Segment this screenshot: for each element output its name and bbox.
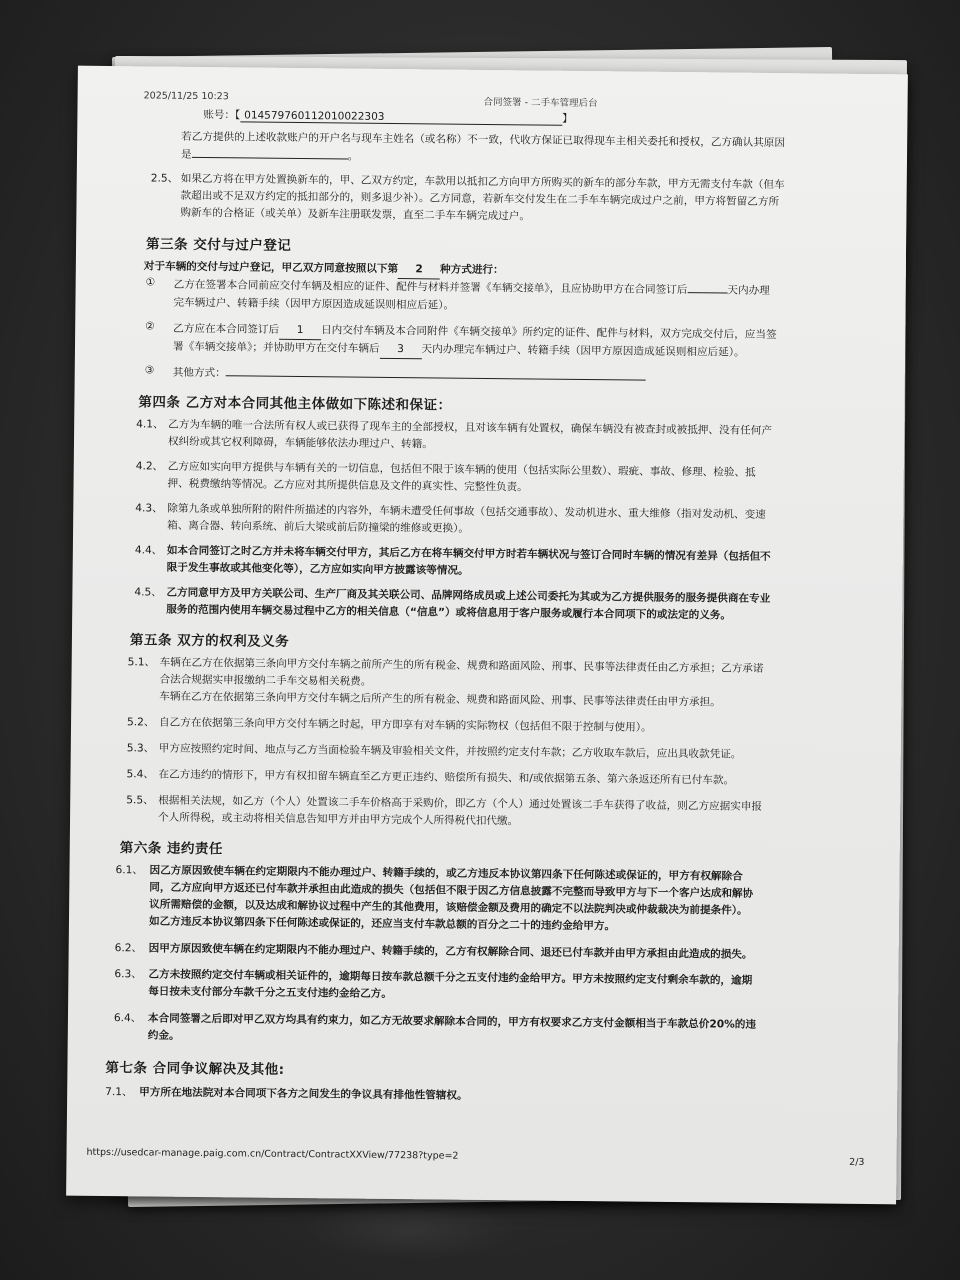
paragraph: 箱、离合器、转向系统、前后大梁或前后防撞梁的维修或更换）。 [167,519,470,535]
clause-number: 6.2、 [114,942,143,955]
paragraph: 在乙方违约的情形下，甲方有权扣留车辆直至乙方更正违约、赔偿所有损失、和/或依据第五条、第六条返还所有已付车款。 [158,768,735,787]
account-close: 】 [562,112,573,125]
paragraph: 乙方未按照约定交付车辆或相关证件的，逾期每日按车款总额千分之五支付违约金给甲方。甲方未按照约定支付剩余车款的，逾期 [148,968,753,987]
page-number: 2/3 [849,1156,865,1168]
clause-number: 5.1、 [127,656,156,669]
section-heading: 第七条 合同争议解决及其他: [105,1060,285,1078]
option-marker: ② [145,320,155,333]
paragraph: 如本合同签订之时乙方并未将车辆交付甲方，其后乙方在将车辆交付甲方时若车辆状况与签订合同时车辆的情况有差异（包括但不 [166,544,771,563]
paragraph: 议所需赔偿的金额，以及达成和解协议过程中产生的其他费用，该赔偿金额及费用的确定不以法院判决或仲裁裁决为前提条件）。 [149,898,748,917]
paragraph: 限于发生事故或其他变化等），乙方应如实向甲方披露该等情况。 [166,561,469,577]
clause-number: 6.1、 [115,864,144,877]
account-label: 账号：【 [203,109,241,122]
paragraph: 个人所得税，或主动将相关信息告知甲方并由甲方完成个人所得税代扣代缴。 [158,811,519,828]
paragraph: 乙方为车辆的唯一合法所有权人或已获得了现车主的全部授权，且对该车辆有处置权，确保车辆没有被查封或被抵押、没有任何产 [168,418,773,437]
paragraph: 服务的范围内使用车辆交易过程中乙方的相关信息（“信息”）或将信息用于客户服务或履行本合同项下的或法定的义务。 [166,603,732,622]
paragraph: 若乙方提供的上述收款账户的开户名与现车主姓名（或名称）不一致，代收方保证已取得现车主相关委托和授权，乙方确认其原因 [181,130,786,150]
paragraph: 如乙方违反本协议第四条下任何陈述或保证的，还应当支付车款总额的百分之二十的违约金给甲方。 [148,915,616,933]
paragraph: 乙方应在本合同签订后 1 日内交付车辆及本合同附件《车辆交接单》所约定的证件、配件与材料，双方完成交付后，应当签 [173,322,777,342]
print-url: https://usedcar-manage.paig.com.cn/Contract/ContractXXView/77238?type=2 [86,1146,459,1162]
paragraph: 因甲方原因致使车辆在约定期限内不能办理过户、转籍手续的，乙方有权解除合同、退还已付车款并由甲方承担由此造成的损失。 [148,942,753,961]
paragraph: 甲方应按照约定时间、地点与乙方当面检验车辆及审验相关文件，并按照约定支付车款；乙方收取车款后，应出具收款凭证。 [158,742,742,761]
section-heading: 第三条 交付与过户登记 [145,236,292,254]
option-marker: ① [145,276,156,289]
paragraph: 购新车的合格证（或关单）及新车注册联发票，直至二手车车辆完成过户。 [180,206,531,223]
paragraph: 其他方式： [173,365,646,386]
clause-number: 5.5、 [126,794,154,807]
section-heading: 第五条 双方的权利及义务 [129,632,290,650]
paragraph: 车辆在乙方在依据第三条向甲方交付车辆之前所产生的所有税金、规费和路面风险、刑事、民事等法律责任由乙方承担；乙方承诺 [159,656,764,675]
clause-number: 5.2、 [127,716,155,729]
section-heading: 第六条 违约责任 [119,840,224,858]
paragraph: 同，乙方应向甲方返还已付车款并承担由此造成的损失（包括但不限于因乙方信息披露不完整而导致甲方与下一个客户达成和解协 [149,881,754,900]
clause-number: 7.1、 [105,1086,133,1099]
option-marker: ③ [144,364,155,377]
clause-number: 4.5、 [134,586,162,599]
paragraph: 因乙方原因致使车辆在约定期限内不能办理过户、转籍手续的，或乙方违反本协议第四条下任何陈述或保证的，甲方有权解除合 [149,864,743,883]
clause-number: 5.4、 [126,768,155,781]
document-page [66,66,908,1205]
paragraph: 乙方在签署本合同前应交付车辆及相应的证件、配件与材料并签署《车辆交接单》，且应协助甲方在合同签订后 天内办理 [173,278,770,297]
paragraph: 是 。 [180,148,359,163]
clause-number: 6.4、 [113,1012,142,1025]
paragraph: 除第九条或单独所附的附件所描述的内容外，车辆未遭受任何事故（包括交通事故）、发动机进水、重大维修（指对发动机、变速 [167,502,766,521]
clause-number: 4.4、 [134,544,163,557]
section-heading: 第四条 乙方对本合同其他主体做如下陈述和保证： [138,394,452,414]
paragraph: 合法合规据实申报缴纳二手车交易相关税费。 [159,673,372,688]
account-line [203,107,572,126]
paragraph: 乙方同意甲方及甲方关联公司、生产厂商及其关联公司、品牌网络成员或上述公司委托为其或为乙方提供服务的服务提供商在专业 [166,586,771,605]
paragraph: 对于车辆的交付与过户登记，甲乙双方同意按照以下第 2 种方式进行： [144,258,504,279]
clause-number: 2.5、 [150,172,179,185]
paragraph: 权纠纷或其它权利障碍，车辆能够依法办理过户、转籍。 [167,435,433,451]
account-number: 014579760112010022303 [240,109,562,125]
paragraph: 完车辆过户、转籍手续（因甲方原因造成延误则相应后延）。 [173,296,455,312]
paragraph: 每日按未支付部分车款千分之五支付违约金给乙方。 [148,985,392,1001]
paragraph: 款超出或不足双方约定的抵扣部分的，则多退少补）。乙方同意，若新车交付发生在二手车车辆完成过户之前，甲方将暂留乙方所 [180,189,780,209]
clause-number: 4.2、 [135,460,164,473]
paragraph: 乙方应如实向甲方提供与车辆有关的一切信息，包括但不限于该车辆的使用（包括实际公里数）、瑕疵、事故、修理、检验、抵 [167,460,756,479]
paragraph: 押、税费缴纳等情况。乙方应对其所提供信息及文件的真实性、完整性负责。 [167,477,528,494]
paragraph: 甲方所在地法院对本合同项下各方之间发生的争议具有排他性管辖权。 [139,1086,468,1102]
print-title: 合同签署 - 二手车管理后台 [483,96,598,110]
paragraph: 车辆在乙方在依据第三条向甲方交付车辆之后所产生的所有税金、规费和路面风险、刑事、民事等法律责任由甲方承担。 [159,690,721,709]
clause-number: 4.1、 [136,418,164,431]
clause-number: 5.3、 [126,742,155,755]
paragraph: 根据相关法规，如乙方（个人）处置该二手车价格高于采购价，即乙方（个人）通过处置该二手车获得了收益，则乙方应据实申报 [158,794,763,813]
clause-number: 4.3、 [135,502,163,515]
print-datetime: 2025/11/25 10:23 [143,90,229,103]
light-glare [300,1200,520,1260]
paragraph: 署《车辆交接单》；并协助甲方在交付车辆后 3 天内办理完车辆过户、转籍手续（因甲方原因造成延误则相应后延）。 [172,340,745,359]
clause-number: 6.3、 [114,968,142,981]
paragraph: 约金。 [147,1029,180,1042]
paragraph: 如果乙方将在甲方处置换新车的，甲、乙双方约定，车款用以抵扣乙方向甲方所购买的新车的部分车款，甲方无需支付车款（但车 [180,172,785,192]
paragraph: 本合同签署之后即对甲乙双方均具有约束力，如乙方无故要求解除本合同的，甲方有权要求乙方支付金额相当于车款总价20%的违 [147,1012,757,1031]
paragraph: 自乙方在依据第三条向甲方交付车辆之时起，甲方即享有对车辆的实际物权（包括但不限于控制与使用）。 [159,716,652,734]
